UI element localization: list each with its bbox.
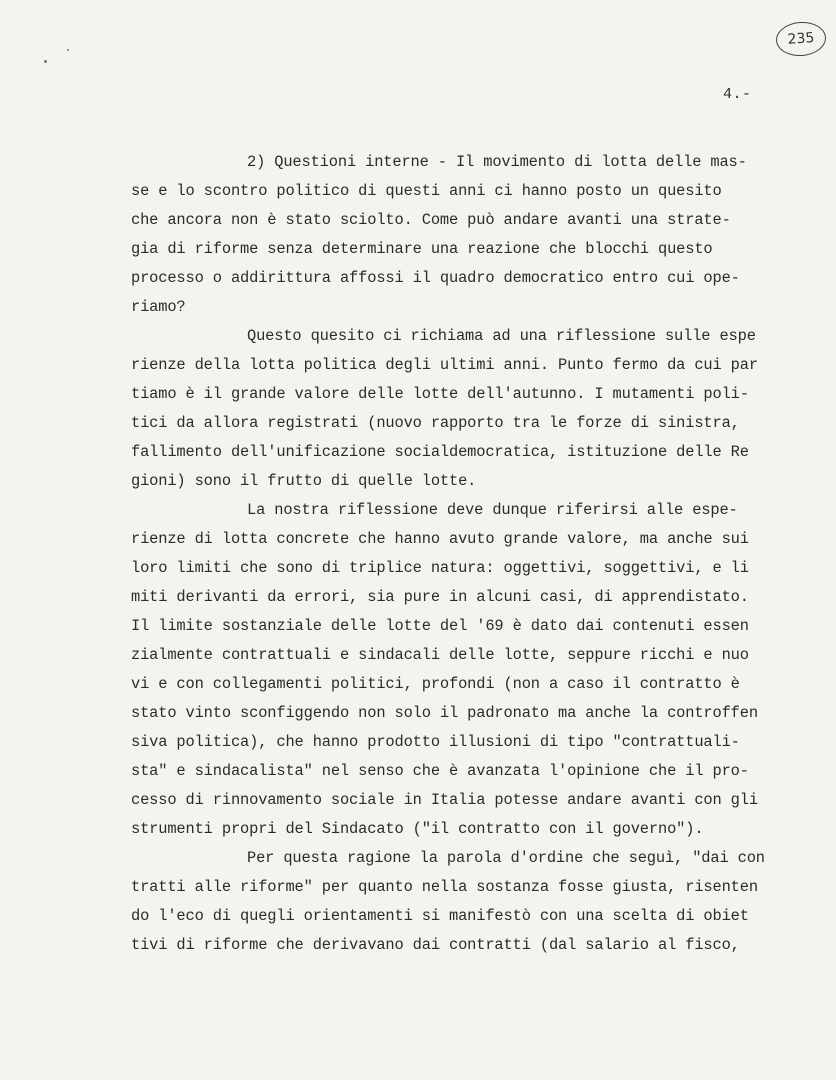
text-line: tivi di riforme che derivavano dai contratti (dal salario al fisco,	[131, 936, 740, 954]
text-line: miti derivanti da errori, sia pure in alcuni casi, di apprendistato.	[131, 588, 749, 606]
text-line: loro limiti che sono di triplice natura: oggettivi, soggettivi, e li	[131, 559, 749, 577]
archive-number: 235	[787, 30, 815, 48]
text-line: se e lo scontro politico di questi anni ci hanno posto un quesito	[131, 182, 722, 200]
text-line: stato vinto sconfiggendo non solo il padronato ma anche la controffen	[131, 704, 758, 722]
text-line: do l'eco di quegli orientamenti si manifestò con una scelta di obiet	[131, 907, 749, 925]
text-line: La nostra riflessione deve dunque riferirsi alle espe-	[247, 501, 738, 519]
text-line: Il limite sostanziale delle lotte del '69 è dato dai contenuti essen	[131, 617, 749, 635]
text-line: sta" e sindacalista" nel senso che è avanzata l'opinione che il pro-	[131, 762, 749, 780]
text-line: processo o addirittura affossi il quadro democratico entro cui ope-	[131, 269, 740, 287]
text-line: cesso di rinnovamento sociale in Italia potesse andare avanti con gli	[131, 791, 758, 809]
text-line: zialmente contrattuali e sindacali delle lotte, seppure ricchi e nuo	[131, 646, 749, 664]
text-line: Questo quesito ci richiama ad una riflessione sulle espe	[247, 327, 756, 345]
text-line: tici da allora registrati (nuovo rapporto tra le forze di sinistra,	[131, 414, 740, 432]
archive-number-stamp	[775, 20, 827, 57]
paper-speck	[44, 60, 47, 63]
paper-speck	[67, 49, 69, 51]
text-line: vi e con collegamenti politici, profondi (non a caso il contratto è	[131, 675, 740, 693]
text-line: tratti alle riforme" per quanto nella sostanza fosse giusta, risenten	[131, 878, 758, 896]
text-line: riamo?	[131, 298, 186, 316]
text-line: Per questa ragione la parola d'ordine che seguì, "dai con	[247, 849, 765, 867]
text-line: rienze di lotta concrete che hanno avuto grande valore, ma anche sui	[131, 530, 749, 548]
text-line: gioni) sono il frutto di quelle lotte.	[131, 472, 477, 490]
page-number: 4.-	[723, 86, 752, 103]
text-line: siva politica), che hanno prodotto illusioni di tipo "contrattuali-	[131, 733, 740, 751]
body-text	[131, 148, 791, 960]
text-line: 2) Questioni interne - Il movimento di lotta delle mas-	[247, 153, 747, 171]
text-line: tiamo è il grande valore delle lotte dell'autunno. I mutamenti poli-	[131, 385, 749, 403]
text-line: strumenti propri del Sindacato ("il contratto con il governo").	[131, 820, 704, 838]
text-line: fallimento dell'unificazione socialdemocratica, istituzione delle Re	[131, 443, 749, 461]
text-line: gia di riforme senza determinare una reazione che blocchi questo	[131, 240, 713, 258]
text-line: rienze della lotta politica degli ultimi anni. Punto fermo da cui par	[131, 356, 758, 374]
text-line: che ancora non è stato sciolto. Come può andare avanti una strate-	[131, 211, 731, 229]
